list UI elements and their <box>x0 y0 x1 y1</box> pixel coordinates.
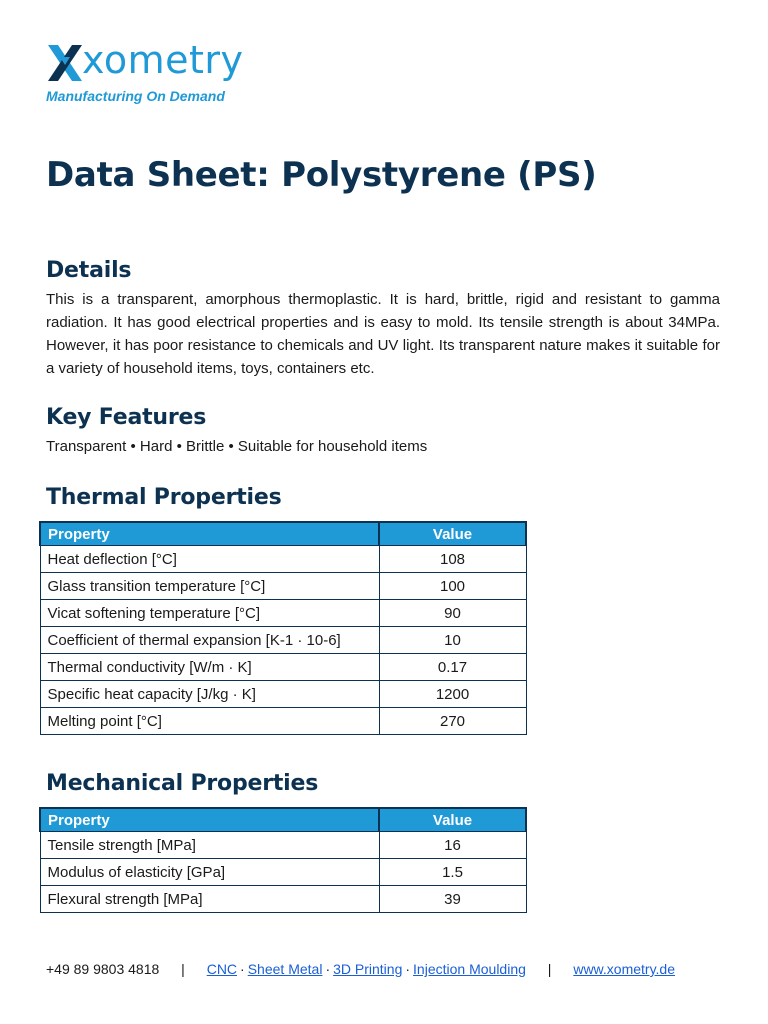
table-row <box>40 681 526 708</box>
table-row <box>40 573 526 600</box>
footer-separator: | <box>547 961 552 977</box>
details-text: This is a transparent, amorphous thermoplastic. It is hard, brittle, rigid and resistant to gamma radiation. It has good electrical properties and is easy to mold. Its tensile strength is about 34MPa. However, it has poor resistance to chemicals and UV light. Its transparent nature makes it suitable for a variety of household items, toys, containers etc. <box>46 291 720 377</box>
column-header-property: Property <box>40 808 379 832</box>
property-cell: Flexural strength [MPa] <box>40 886 379 913</box>
table-header-row <box>40 808 526 832</box>
footer-link-cnc[interactable]: CNC <box>206 961 238 977</box>
value-cell: 0.17 <box>379 654 526 681</box>
footer-link-injection-moulding[interactable]: Injection Moulding <box>413 961 526 977</box>
table-row <box>40 654 526 681</box>
mechanical-properties-table <box>39 807 527 913</box>
property-cell: Melting point [°C] <box>40 708 379 735</box>
table-row <box>40 600 526 627</box>
value-cell: 39 <box>379 886 526 913</box>
table-row <box>40 859 526 886</box>
footer-website-link[interactable]: www.xometry.de <box>573 961 675 977</box>
footer-dot: · <box>325 961 331 977</box>
column-header-property: Property <box>40 522 379 546</box>
footer-dot: · <box>405 961 411 977</box>
key-features-text: Transparent • Hard • Brittle • Suitable for household items <box>46 438 428 455</box>
value-cell: 270 <box>379 708 526 735</box>
column-header-value: Value <box>379 808 526 832</box>
brand-logo <box>46 38 243 88</box>
xometry-x-logo-icon <box>46 43 84 83</box>
footer-separator: | <box>181 961 185 977</box>
property-cell: Tensile strength [MPa] <box>40 832 379 859</box>
column-header-value: Value <box>379 522 526 546</box>
details-heading: Details <box>46 258 132 283</box>
value-cell: 108 <box>379 546 526 573</box>
footer <box>46 961 675 977</box>
value-cell: 10 <box>379 627 526 654</box>
brand-name: xometry <box>82 38 244 82</box>
property-cell: Coefficient of thermal expansion [K-1 · 10-6] <box>40 627 379 654</box>
table-row <box>40 708 526 735</box>
brand-tagline: Manufacturing On Demand <box>46 88 225 104</box>
table-header-row <box>40 522 526 546</box>
property-cell: Modulus of elasticity [GPa] <box>40 859 379 886</box>
value-cell: 1200 <box>379 681 526 708</box>
table-row <box>40 832 526 859</box>
footer-link-3d-printing[interactable]: 3D Printing <box>333 961 403 977</box>
property-cell: Thermal conductivity [W/m · K] <box>40 654 379 681</box>
value-cell: 100 <box>379 573 526 600</box>
value-cell: 90 <box>379 600 526 627</box>
value-cell: 16 <box>379 832 526 859</box>
mechanical-properties-heading: Mechanical Properties <box>46 771 319 796</box>
table-row <box>40 627 526 654</box>
property-cell: Specific heat capacity [J/kg · K] <box>40 681 379 708</box>
thermal-properties-table <box>39 521 527 735</box>
table-row <box>40 886 526 913</box>
thermal-properties-heading: Thermal Properties <box>46 485 282 510</box>
value-cell: 1.5 <box>379 859 526 886</box>
footer-dot: · <box>240 961 245 977</box>
key-features-heading: Key Features <box>46 405 207 430</box>
property-cell: Vicat softening temperature [°C] <box>40 600 379 627</box>
property-cell: Heat deflection [°C] <box>40 546 379 573</box>
table-row <box>40 546 526 573</box>
page-title: Data Sheet: Polystyrene (PS) <box>46 155 597 195</box>
footer-link-sheet-metal[interactable]: Sheet Metal <box>247 961 323 977</box>
property-cell: Glass transition temperature [°C] <box>40 573 379 600</box>
footer-phone: +49 89 9803 4818 <box>46 961 160 977</box>
